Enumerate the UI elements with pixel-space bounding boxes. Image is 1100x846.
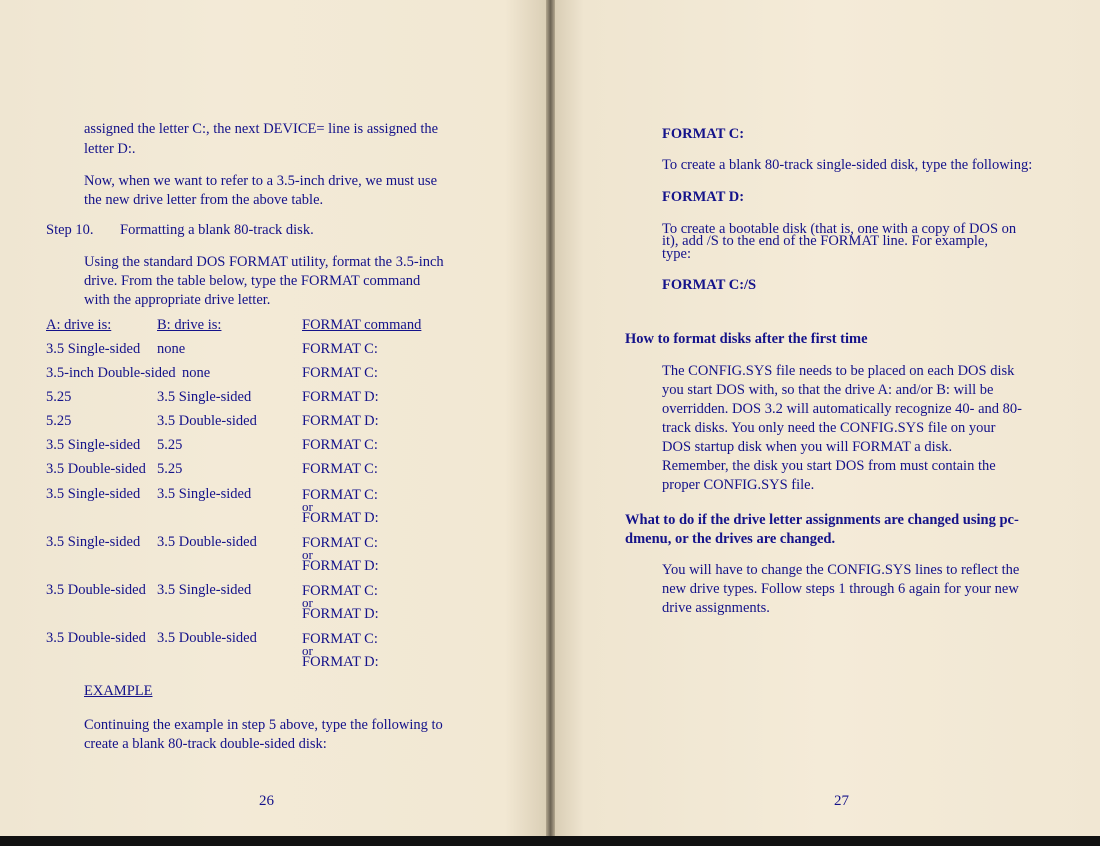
para3-line3: with the appropriate drive letter. (84, 292, 271, 308)
para1-line2: letter D:. (84, 141, 136, 157)
cell-cmd2: FORMAT D: (302, 510, 379, 526)
format-d-command: FORMAT D: (662, 189, 745, 205)
book-gutter (546, 0, 555, 846)
bootable-line2: it), add /S to the end of the FORMAT line. For example, (662, 233, 988, 249)
cell-cmd: FORMAT C: (302, 461, 378, 477)
table-header-a: A: drive is: (46, 317, 112, 333)
section-heading-drive-letters-line2: dmenu, or the drives are changed. (625, 531, 836, 547)
bootable-line1: To create a bootable disk (that is, one with a copy of DOS on (662, 221, 1017, 237)
table-header-b: B: drive is: (157, 317, 222, 333)
cell-a: 3.5 Single-sided (46, 437, 141, 453)
left-page (0, 0, 549, 846)
right-page (551, 0, 1100, 846)
para1-line: The CONFIG.SYS file needs to be placed on each DOS disk (662, 363, 1015, 379)
cell-b: 5.25 (157, 437, 183, 453)
para2-line: drive assignments. (662, 600, 770, 616)
cell-b: none (157, 341, 186, 357)
para1-line: Remember, the disk you start DOS from must contain the (662, 458, 996, 474)
bottom-edge-shadow (0, 836, 1100, 846)
cell-or: or (302, 547, 313, 562)
cell-a: 3.5-inch Double-sided (46, 365, 176, 381)
format-cs-command: FORMAT C:/S (662, 277, 757, 293)
cell-cmd: FORMAT D: (302, 389, 379, 405)
cell-cmd1: FORMAT C: (302, 583, 378, 599)
cell-a: 3.5 Single-sided (46, 486, 141, 502)
para2-line1: Now, when we want to refer to a 3.5-inch drive, we must use (84, 173, 437, 189)
cell-cmd1: FORMAT C: (302, 487, 378, 503)
cell-cmd: FORMAT C: (302, 341, 378, 357)
cell-b: 3.5 Single-sided (157, 582, 252, 598)
cell-cmd-stack (302, 537, 379, 572)
cell-a: 3.5 Single-sided (46, 534, 141, 550)
cell-a: 5.25 (46, 413, 72, 429)
para3-line1: Using the standard DOS FORMAT utility, format the 3.5-inch (84, 254, 444, 270)
cell-cmd1: FORMAT C: (302, 631, 378, 647)
format-c-command: FORMAT C: (662, 126, 745, 142)
cell-cmd-stack (302, 585, 379, 620)
example-line2: create a blank 80-track double-sided disk: (84, 736, 327, 752)
section-heading-drive-letters-line1: What to do if the drive letter assignments are changed using pc- (625, 512, 1019, 528)
cell-cmd2: FORMAT D: (302, 606, 379, 622)
para3-line2: drive. From the table below, type the FORMAT command (84, 273, 421, 289)
example-line1: Continuing the example in step 5 above, type the following to (84, 717, 443, 733)
para1-line: proper CONFIG.SYS file. (662, 477, 815, 493)
para2-line: You will have to change the CONFIG.SYS lines to reflect the (662, 562, 1020, 578)
single-sided-instruction: To create a blank 80-track single-sided disk, type the following: (662, 157, 1033, 173)
cell-cmd: FORMAT C: (302, 365, 378, 381)
cell-a: 3.5 Double-sided (46, 582, 146, 598)
cell-cmd: FORMAT C: (302, 437, 378, 453)
cell-b: none (182, 365, 211, 381)
cell-a: 3.5 Single-sided (46, 341, 141, 357)
cell-cmd-stack (302, 489, 379, 524)
para1-line: DOS startup disk when you will FORMAT a disk. (662, 439, 953, 455)
step-title: Formatting a blank 80-track disk. (120, 222, 314, 238)
cell-cmd2: FORMAT D: (302, 654, 379, 670)
cell-b: 5.25 (157, 461, 183, 477)
para1-line: you start DOS with, so that the drive A: and/or B: will be (662, 382, 994, 398)
cell-cmd-stack (302, 633, 379, 668)
para2-line2: the new drive letter from the above table. (84, 192, 324, 208)
cell-or: or (302, 499, 313, 514)
cell-cmd1: FORMAT C: (302, 535, 378, 551)
cell-a: 3.5 Double-sided (46, 461, 146, 477)
example-heading: EXAMPLE (84, 683, 153, 699)
cell-b: 3.5 Single-sided (157, 389, 252, 405)
cell-b: 3.5 Single-sided (157, 486, 252, 502)
para2-line: new drive types. Follow steps 1 through 6 again for your new (662, 581, 1019, 597)
table-header-cmd: FORMAT command (302, 317, 422, 333)
section-heading-format-after-first: How to format disks after the first time (625, 331, 868, 347)
cell-a: 3.5 Double-sided (46, 630, 146, 646)
cell-b: 3.5 Double-sided (157, 534, 257, 550)
step-label: Step 10. (46, 222, 94, 238)
para1-line1: assigned the letter C:, the next DEVICE= line is assigned the (84, 121, 439, 137)
cell-or: or (302, 595, 313, 610)
bootable-line3: type: (662, 246, 691, 262)
para1-line: track disks. You only need the CONFIG.SYS file on your (662, 420, 996, 436)
cell-cmd2: FORMAT D: (302, 558, 379, 574)
cell-cmd: FORMAT D: (302, 413, 379, 429)
cell-b: 3.5 Double-sided (157, 630, 257, 646)
page-number-left: 26 (259, 793, 274, 809)
para1-line: overridden. DOS 3.2 will automatically recognize 40- and 80- (662, 401, 1022, 417)
page-number-right: 27 (834, 793, 849, 809)
cell-a: 5.25 (46, 389, 72, 405)
cell-or: or (302, 643, 313, 658)
cell-b: 3.5 Double-sided (157, 413, 257, 429)
